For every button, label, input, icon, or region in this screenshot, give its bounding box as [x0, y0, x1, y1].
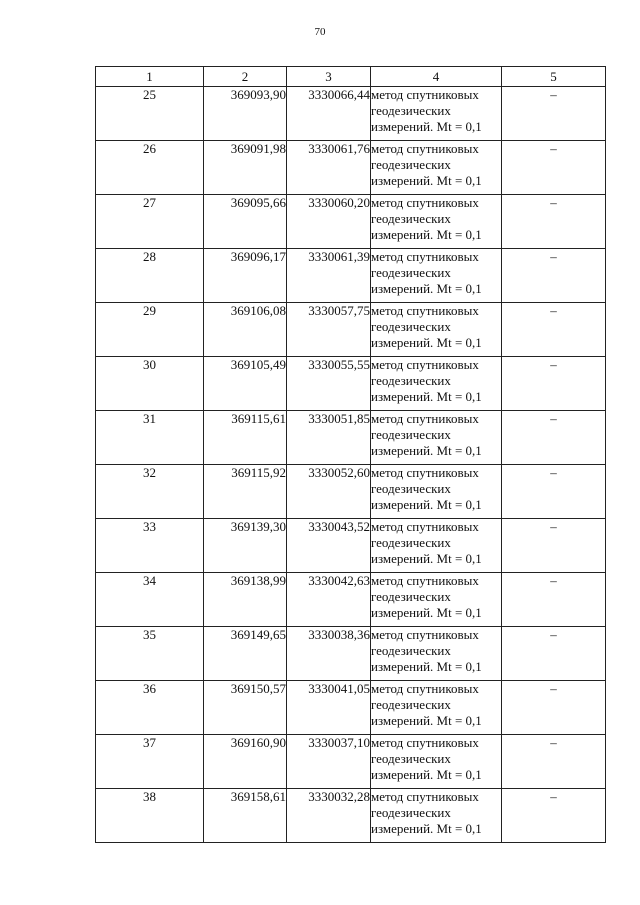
note-cell: – — [502, 465, 606, 519]
method-cell: метод спутниковых геодезических измерений. Mt = 0,1 — [371, 735, 502, 789]
x-coordinate-cell: 369115,92 — [204, 465, 287, 519]
method-cell: метод спутниковых геодезических измерений. Mt = 0,1 — [371, 141, 502, 195]
method-cell: метод спутниковых геодезических измерений. Mt = 0,1 — [371, 303, 502, 357]
method-cell: метод спутниковых геодезических измерений. Mt = 0,1 — [371, 681, 502, 735]
table-row — [96, 195, 606, 249]
point-number-cell: 38 — [96, 789, 204, 843]
note-cell: – — [502, 249, 606, 303]
y-coordinate-cell: 3330060,20 — [287, 195, 371, 249]
method-cell: метод спутниковых геодезических измерений. Mt = 0,1 — [371, 87, 502, 141]
point-number-cell: 35 — [96, 627, 204, 681]
method-cell: метод спутниковых геодезических измерений. Mt = 0,1 — [371, 789, 502, 843]
x-coordinate-cell: 369105,49 — [204, 357, 287, 411]
table-header-row — [96, 67, 606, 87]
point-number-cell: 33 — [96, 519, 204, 573]
x-coordinate-cell: 369115,61 — [204, 411, 287, 465]
y-coordinate-cell: 3330037,10 — [287, 735, 371, 789]
column-header-4: 4 — [371, 67, 502, 87]
y-coordinate-cell: 3330052,60 — [287, 465, 371, 519]
x-coordinate-cell: 369091,98 — [204, 141, 287, 195]
y-coordinate-cell: 3330061,76 — [287, 141, 371, 195]
point-number-cell: 25 — [96, 87, 204, 141]
point-number-cell: 28 — [96, 249, 204, 303]
note-cell: – — [502, 735, 606, 789]
column-header-3: 3 — [287, 67, 371, 87]
table-row — [96, 465, 606, 519]
point-number-cell: 36 — [96, 681, 204, 735]
note-cell: – — [502, 357, 606, 411]
table-row — [96, 141, 606, 195]
table-row — [96, 87, 606, 141]
y-coordinate-cell: 3330032,28 — [287, 789, 371, 843]
table-body — [96, 87, 606, 843]
point-number-cell: 30 — [96, 357, 204, 411]
x-coordinate-cell: 369149,65 — [204, 627, 287, 681]
column-header-1: 1 — [96, 67, 204, 87]
method-cell: метод спутниковых геодезических измерений. Mt = 0,1 — [371, 519, 502, 573]
method-cell: метод спутниковых геодезических измерений. Mt = 0,1 — [371, 195, 502, 249]
x-coordinate-cell: 369158,61 — [204, 789, 287, 843]
point-number-cell: 29 — [96, 303, 204, 357]
table-row — [96, 357, 606, 411]
note-cell: – — [502, 87, 606, 141]
method-cell: метод спутниковых геодезических измерений. Mt = 0,1 — [371, 411, 502, 465]
y-coordinate-cell: 3330038,36 — [287, 627, 371, 681]
point-number-cell: 34 — [96, 573, 204, 627]
table-row — [96, 411, 606, 465]
x-coordinate-cell: 369106,08 — [204, 303, 287, 357]
y-coordinate-cell: 3330042,63 — [287, 573, 371, 627]
note-cell: – — [502, 573, 606, 627]
y-coordinate-cell: 3330057,75 — [287, 303, 371, 357]
method-cell: метод спутниковых геодезических измерений. Mt = 0,1 — [371, 627, 502, 681]
method-cell: метод спутниковых геодезических измерений. Mt = 0,1 — [371, 465, 502, 519]
x-coordinate-cell: 369095,66 — [204, 195, 287, 249]
y-coordinate-cell: 3330043,52 — [287, 519, 371, 573]
table-row — [96, 249, 606, 303]
point-number-cell: 26 — [96, 141, 204, 195]
table-row — [96, 627, 606, 681]
point-number-cell: 31 — [96, 411, 204, 465]
note-cell: – — [502, 681, 606, 735]
note-cell: – — [502, 195, 606, 249]
table-row — [96, 519, 606, 573]
method-cell: метод спутниковых геодезических измерений. Mt = 0,1 — [371, 249, 502, 303]
y-coordinate-cell: 3330051,85 — [287, 411, 371, 465]
y-coordinate-cell: 3330061,39 — [287, 249, 371, 303]
x-coordinate-cell: 369096,17 — [204, 249, 287, 303]
note-cell: – — [502, 789, 606, 843]
x-coordinate-cell: 369160,90 — [204, 735, 287, 789]
x-coordinate-cell: 369093,90 — [204, 87, 287, 141]
method-cell: метод спутниковых геодезических измерений. Mt = 0,1 — [371, 357, 502, 411]
y-coordinate-cell: 3330066,44 — [287, 87, 371, 141]
column-header-5: 5 — [502, 67, 606, 87]
table-row — [96, 735, 606, 789]
y-coordinate-cell: 3330041,05 — [287, 681, 371, 735]
table-row — [96, 681, 606, 735]
point-number-cell: 27 — [96, 195, 204, 249]
page-number: 70 — [314, 26, 326, 38]
coordinates-table — [95, 66, 606, 843]
note-cell: – — [502, 519, 606, 573]
method-cell: метод спутниковых геодезических измерений. Mt = 0,1 — [371, 573, 502, 627]
column-header-2: 2 — [204, 67, 287, 87]
table-row — [96, 573, 606, 627]
point-number-cell: 32 — [96, 465, 204, 519]
note-cell: – — [502, 411, 606, 465]
y-coordinate-cell: 3330055,55 — [287, 357, 371, 411]
table-row — [96, 303, 606, 357]
x-coordinate-cell: 369150,57 — [204, 681, 287, 735]
table-row — [96, 789, 606, 843]
note-cell: – — [502, 141, 606, 195]
point-number-cell: 37 — [96, 735, 204, 789]
note-cell: – — [502, 303, 606, 357]
x-coordinate-cell: 369138,99 — [204, 573, 287, 627]
x-coordinate-cell: 369139,30 — [204, 519, 287, 573]
note-cell: – — [502, 627, 606, 681]
